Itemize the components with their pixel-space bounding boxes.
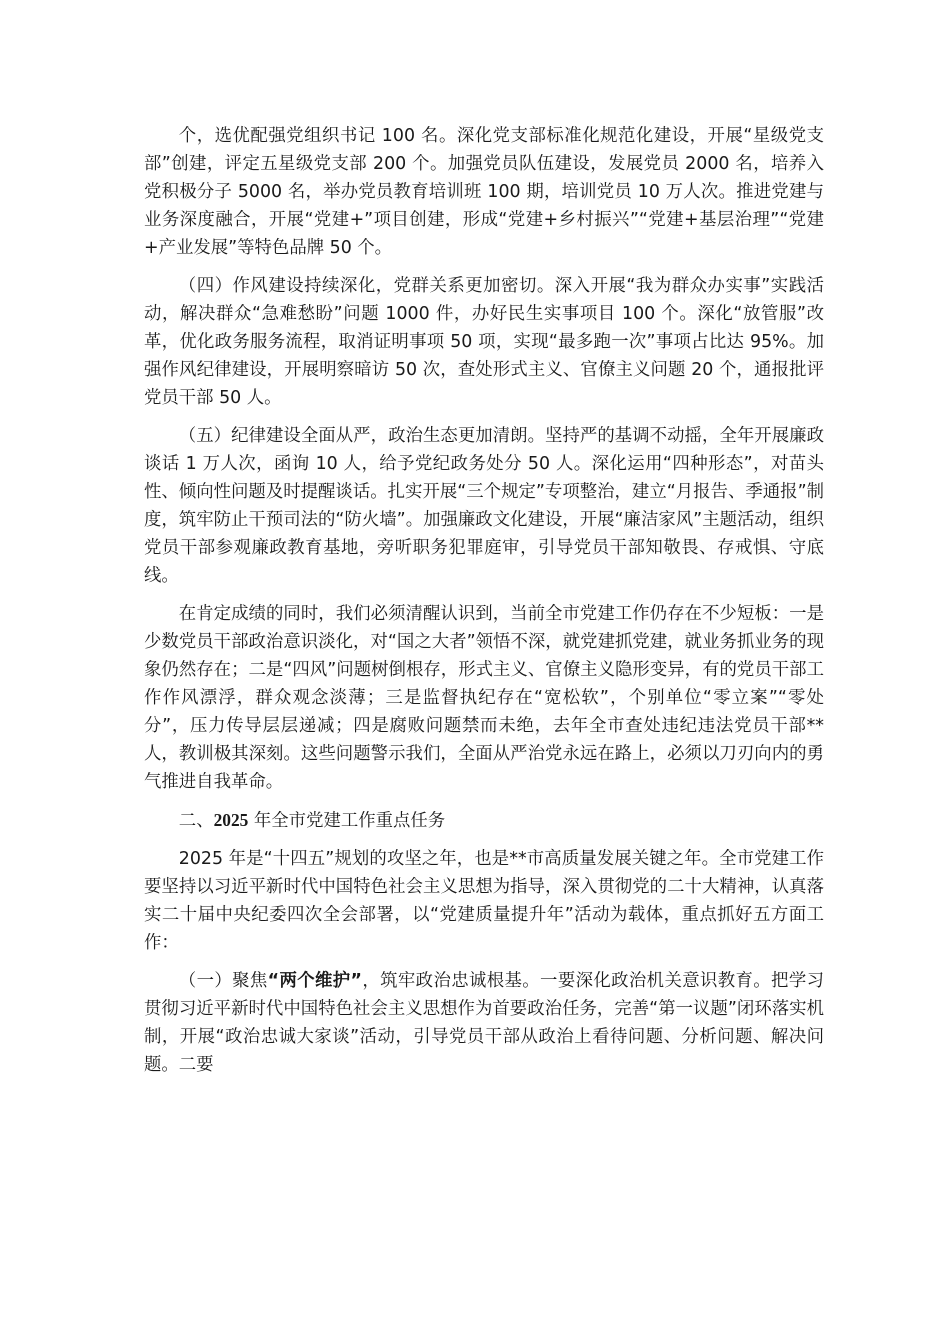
paragraph-intro: 2025 年是“十四五”规划的攻坚之年，也是**市高质量发展关键之年。全市党建工作要坚持以习近平新时代中国特色社会主义思想为指导，深入贯彻党的二十大精神，认真落实二十届中央纪委四次全会部署，以“党建质量提升年”活动为载体，重点抓好五方面工作： bbox=[144, 849, 824, 953]
item-1-bold: “两个维护” bbox=[267, 971, 362, 991]
document-page bbox=[144, 122, 824, 1089]
paragraph-item-1 bbox=[144, 967, 824, 1079]
paragraph-discipline: （五）纪律建设全面从严，政治生态更加清朗。坚持严的基调不动摇，全年开展廉政谈话 1 万人次，函询 10 人，给予党纪政务处分 50 人。深化运用“四种形态”，对苗头性、倾向性问题及时提醒谈话。扎实开展“三个规定”专项整治，建立“月报告、季通报”制度，筑牢防止干预司法的“防火墙”。加强廉政文化建设，开展“廉洁家风”主题活动，组织党员干部参观廉政教育基地，旁听职务犯罪庭审，引导党员干部知敬畏、存戒惧、守底线。 bbox=[144, 426, 824, 586]
section-heading-title: 年全市党建工作重点任务 bbox=[248, 811, 446, 831]
paragraph-shortcomings: 在肯定成绩的同时，我们必须清醒认识到，当前全市党建工作仍存在不少短板：一是少数党员干部政治意识淡化，对“国之大者”领悟不深，就党建抓党建，就业务抓业务的现象仍然存在；二是“四风”问题树倒根存，形式主义、官僚主义隐形变异，有的党员干部工作作风漂浮，群众观念淡薄；三是监督执纪存在“宽松软”，个别单位“零立案”“零处分”，压力传导层层递减；四是腐败问题禁而未绝，去年全市查处违纪违法党员干部**人，教训极其深刻。这些问题警示我们，全面从严治党永远在路上，必须以刀刃向内的勇气推进自我革命。 bbox=[144, 604, 824, 792]
section-heading-2025 bbox=[144, 806, 824, 835]
paragraph-work-style: （四）作风建设持续深化，党群关系更加密切。深入开展“我为群众办实事”实践活动，解决群众“急难愁盼”问题 1000 件，办好民生实事项目 100 个。深化“放管服”改革，优化政务服务流程，取消证明事项 50 项，实现“最多跑一次”事项占比达 95%。加强作风纪律建设，开展明察暗访 50 次，查处形式主义、官僚主义问题 20 个，通报批评党员干部 50 人。 bbox=[144, 276, 824, 408]
item-1-text: ，筑牢政治忠诚根基。一要深化政治机关意识教育。把学习贯彻习近平新时代中国特色社会主义思想作为首要政治任务，完善“第一议题”闭环落实机制，开展“政治忠诚大家谈”活动，引导党员干部从政治上看待问题、分析问题、解决问题。二要 bbox=[144, 971, 824, 1075]
item-1-prefix: （一）聚焦 bbox=[178, 971, 268, 991]
paragraph-org-building: 个，选优配强党组织书记 100 名。深化党支部标准化规范化建设，开展“星级党支部”创建，评定五星级党支部 200 个。加强党员队伍建设，发展党员 2000 名，培养入党积极分子 5000 名，举办党员教育培训班 100 期，培训党员 10 万人次。推进党建与业务深度融合，开展“党建+”项目创建，形成“党建+乡村振兴”“党建+基层治理”“党建+产业发展”等特色品牌 50 个。 bbox=[144, 126, 824, 258]
section-heading-year: 2025 bbox=[213, 810, 249, 830]
section-heading-prefix: 二、 bbox=[178, 811, 214, 831]
